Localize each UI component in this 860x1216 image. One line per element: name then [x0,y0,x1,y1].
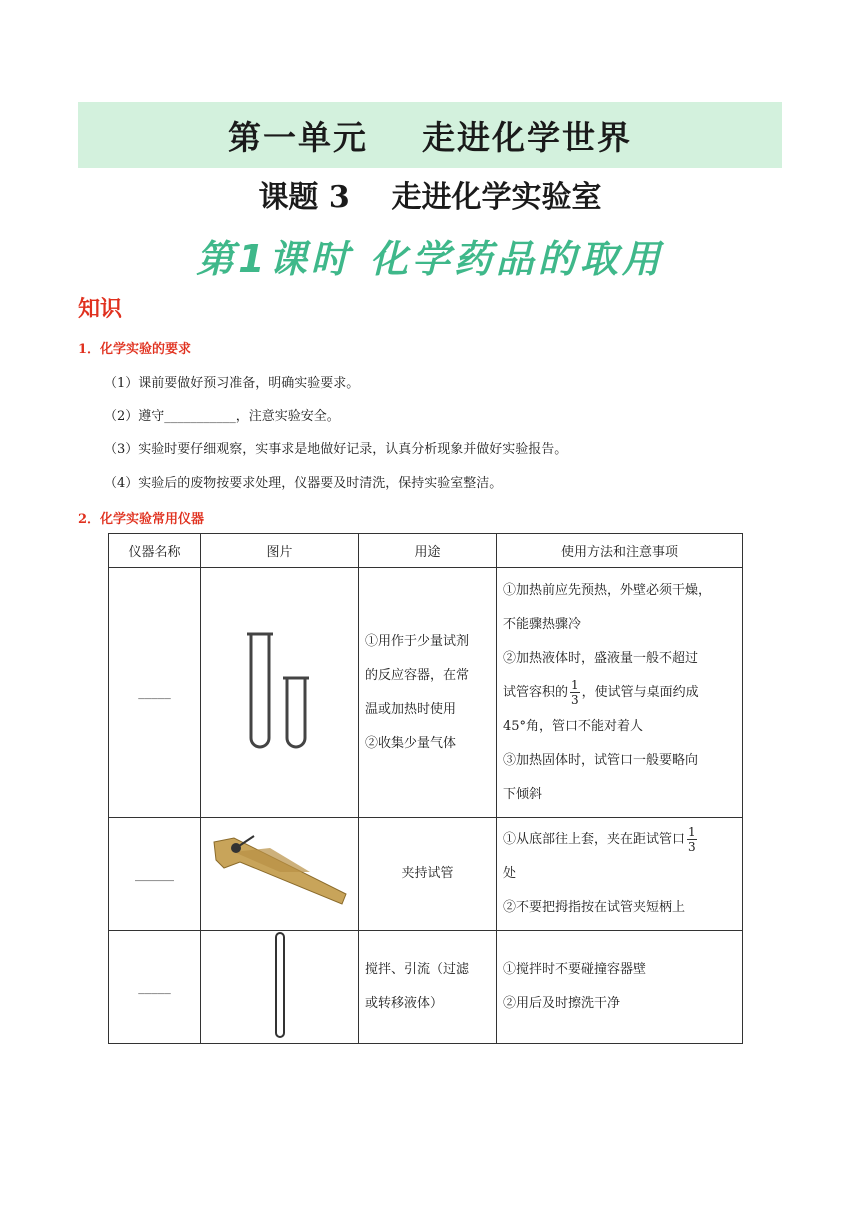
test-tube-icon [235,626,325,756]
note-line: 处 [503,866,517,881]
use-line: 夹持试管 [401,866,454,881]
note-line: ①从底部往上套，夹在距试管口 $\frac{1}{3}$ [503,825,696,854]
note-line: ①搅拌时不要碰撞容器壁 [503,962,647,977]
picture-cell [201,931,359,1044]
notes-cell [497,818,743,931]
use-cell [359,818,497,931]
fraction: $\frac{1}{3}$ [688,825,696,854]
use-line: ②收集少量气体 [365,735,457,751]
notes-cell [497,931,743,1044]
picture-cell [201,568,359,818]
requirement-item: （1）课前要做好预习准备，明确实验要求。 [104,376,360,391]
requirement-item: （3）实验时要仔细观察，实事求是地做好记录，认真分析现象并做好实验报告。 [104,442,568,457]
use-line: 或转移液体） [365,996,444,1011]
use-cell [359,568,497,818]
instrument-name-blank: _____ [109,568,201,818]
note-line: ②加热液体时，盛液量一般不超过 [503,650,699,666]
note-line: ②用后及时擦洗干净 [503,996,621,1011]
table-row [109,568,743,818]
topic-title: 课题 3 走进化学实验室 [258,180,602,215]
use-line: 温或加热时使用 [365,701,457,717]
unit-banner [78,102,782,168]
note-line: ③加热固体时，试管口一般要略向 [503,752,699,768]
picture-cell [201,818,359,931]
table-row [109,931,743,1044]
instrument-name-blank: ______ [109,818,201,931]
note-line: 不能骤热骤冷 [503,616,582,632]
note-line: 45°角，管口不能对着人 [503,718,644,734]
test-tube-holder-icon [210,832,350,912]
note-line: 试管容积的 $\frac{1}{3}$ ，使试管与桌面约成 [503,677,699,707]
table-header-row [109,534,743,568]
header-picture: 图片 [201,534,359,568]
unit-title: 第一单元 走进化学世界 [228,117,632,157]
glass-rod-icon [270,931,290,1039]
use-line: 搅拌、引流（过滤 [365,962,470,977]
table-row [109,818,743,931]
header-use: 用途 [359,534,497,568]
instruments-heading: 2．化学实验常用仪器 [78,512,205,527]
fraction: $\frac{1}{3}$ [571,677,579,707]
note-line: ①加热前应先预热，外壁必须干燥， [503,582,712,598]
instruments-table [108,533,743,1044]
use-line: ①用作于少量试剂 [365,633,470,649]
requirement-item: （2）遵守___________，注意实验安全。 [104,409,340,424]
header-name: 仪器名称 [109,534,201,568]
note-line: ②不要把拇指按在试管夹短柄上 [503,900,686,915]
requirements-heading: 1．化学实验的要求 [78,342,192,357]
section-title: 知识 [78,296,123,322]
instrument-name-blank: _____ [109,931,201,1044]
header-notes: 使用方法和注意事项 [497,534,743,568]
lesson-title: 第1课时 化学药品的取用 [196,237,664,281]
note-line: 下倾斜 [503,786,543,802]
use-cell [359,931,497,1044]
requirement-item: （4）实验后的废物按要求处理，仪器要及时清洗，保持实验室整洁。 [104,476,503,491]
notes-cell [497,568,743,818]
use-line: 的反应容器，在常 [365,667,470,683]
